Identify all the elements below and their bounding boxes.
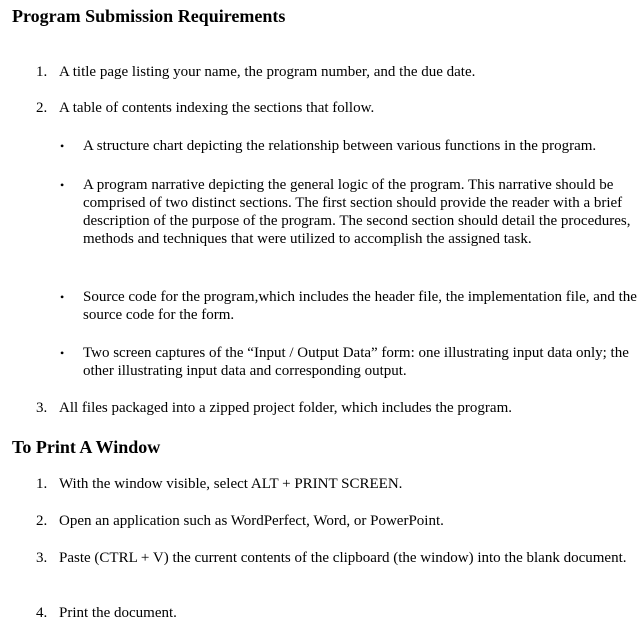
bullet-icon: • (60, 290, 65, 304)
list-item-title-page (36, 63, 636, 81)
item-number: 2. (36, 513, 48, 529)
bullet-icon: • (60, 346, 65, 360)
item-number: 2. (36, 100, 48, 116)
bullet-text: A structure chart depicting the relationship between various functions in the program. (83, 138, 597, 154)
bullet-text: Source code for the program,which includes the header file, the implementation file, and the source code for the form. (83, 289, 637, 323)
item-number: 3. (36, 400, 48, 416)
list-item-open-application (36, 512, 636, 530)
item-text: Open an application such as WordPerfect, Word, or PowerPoint. (59, 513, 444, 529)
bullet-text: Two screen captures of the “Input / Output Data” form: one illustrating input data only; the other illustrating input data and corresponding output. (83, 345, 629, 379)
section-heading-print-window: To Print A Window (12, 437, 161, 457)
bullet-item-structure-chart (60, 137, 638, 155)
bullet-icon: • (60, 178, 65, 192)
list-item-alt-print-screen (36, 475, 636, 493)
bullet-item-screen-captures (60, 344, 638, 380)
list-item-zipped-folder (36, 399, 636, 417)
item-text: Print the document. (59, 605, 177, 621)
bullet-item-program-narrative (60, 176, 638, 248)
list-item-table-of-contents (36, 99, 636, 117)
item-number: 1. (36, 64, 48, 80)
list-item-paste-clipboard (36, 549, 636, 567)
section-heading-submission: Program Submission Requirements (12, 6, 286, 26)
item-text: A table of contents indexing the sections that follow. (59, 100, 375, 116)
item-text: All files packaged into a zipped project folder, which includes the program. (59, 400, 512, 416)
bullet-text: A program narrative depicting the general logic of the program. This narrative should be comprised of two distinct sections. The first section should provide the reader with a brief description of the purpose of the program. The second section should detail the procedures, methods and techniques that were utilized to accomplish the assigned task. (83, 177, 631, 247)
item-number: 4. (36, 605, 48, 621)
list-item-print-document (36, 604, 636, 622)
bullet-item-source-code (60, 288, 638, 324)
item-text: A title page listing your name, the program number, and the due date. (59, 64, 476, 80)
item-text: With the window visible, select ALT + PRINT SCREEN. (59, 476, 403, 492)
bullet-icon: • (60, 139, 65, 153)
item-number: 1. (36, 476, 48, 492)
item-text: Paste (CTRL + V) the current contents of the clipboard (the window) into the blank document. (59, 550, 627, 566)
item-number: 3. (36, 550, 48, 566)
